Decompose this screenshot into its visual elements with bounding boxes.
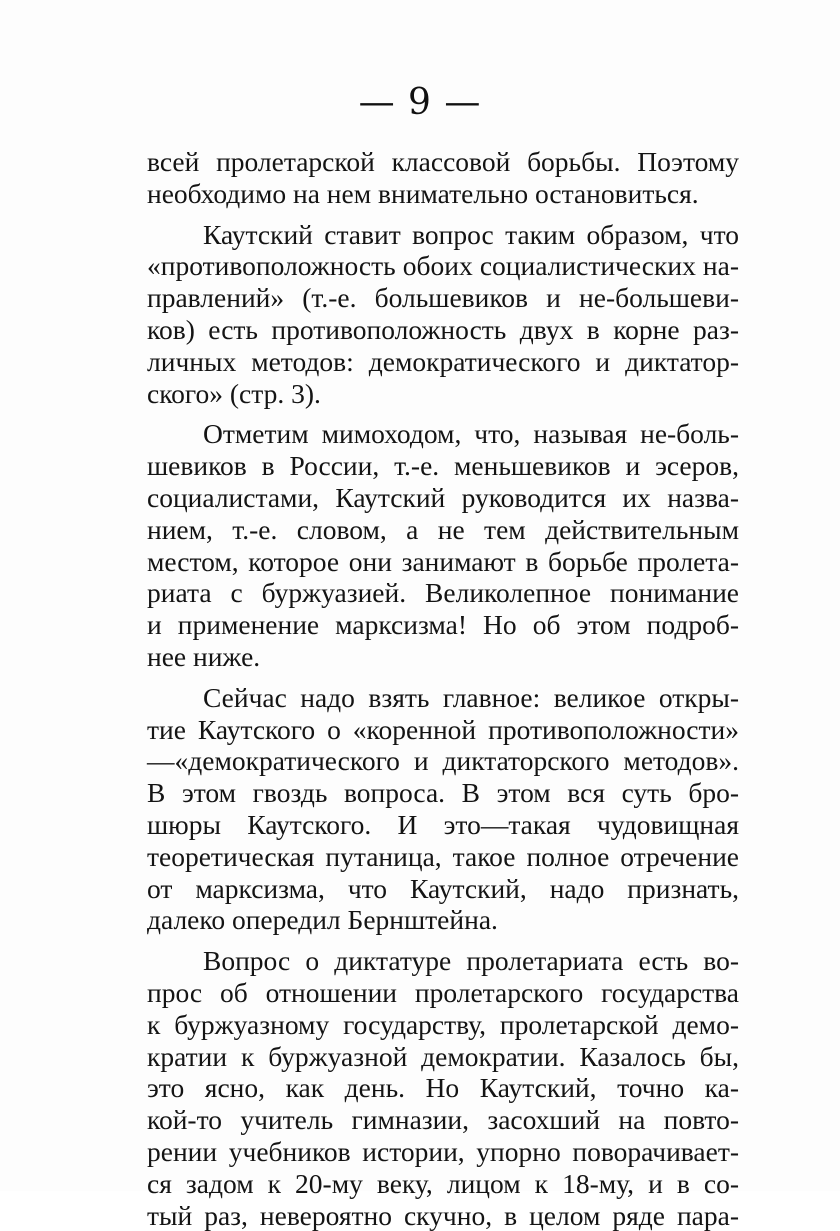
text-line: ков) есть противоположность двух в корне раз- bbox=[147, 314, 739, 346]
text-line: ся задом к 20-му веку, лицом к 18-му, и в со- bbox=[147, 1168, 739, 1200]
text-line: социалистами, Каутский руководится их назва- bbox=[147, 482, 739, 514]
text-line: Вопрос о диктатуре пролетариата есть во- bbox=[147, 945, 739, 977]
text-line: В этом гвоздь вопроса. В этом вся суть бро- bbox=[147, 777, 739, 809]
text-line: Сейчас надо взять главное: великое откры- bbox=[147, 682, 739, 714]
text-line: местом, которое они занимают в борьбе пролета- bbox=[147, 546, 739, 578]
text-line: от марксизма, что Каутский, надо признать, bbox=[147, 873, 739, 905]
text-line: риата с буржуазией. Великолепное понимание bbox=[147, 577, 739, 609]
text-line: далеко опередил Бернштейна. bbox=[147, 904, 739, 936]
text-line: необходимо на нем внимательно остановиться. bbox=[147, 178, 739, 210]
text-line: —«демократического и диктаторского методов». bbox=[147, 745, 739, 777]
text-line: нее ниже. bbox=[147, 641, 739, 673]
text-line: нием, т.-е. словом, а не тем действительным bbox=[147, 514, 739, 546]
text-line: ского» (стр. 3). bbox=[147, 378, 739, 410]
paragraph-1 bbox=[147, 146, 739, 210]
text-line: рении учебников истории, упорно поворачивает- bbox=[147, 1136, 739, 1168]
text-line: к буржуазному государству, пролетарской демо- bbox=[147, 1009, 739, 1041]
text-line: «противоположность обоих социалистических на- bbox=[147, 250, 739, 282]
text-line: личных методов: демократического и диктатор- bbox=[147, 346, 739, 378]
text-line: Каутский ставит вопрос таким образом, что bbox=[147, 219, 739, 251]
text-line: всей пролетарской классовой борьбы. Поэтому bbox=[147, 146, 739, 178]
text-line: тый раз, невероятно скучно, в целом ряде пара- bbox=[147, 1200, 739, 1231]
text-line: и применение марксизма! Но об этом подроб- bbox=[147, 609, 739, 641]
text-line: кой-то учитель гимназии, засохший на повто- bbox=[147, 1104, 739, 1136]
text-line: правлений» (т.-е. большевиков и не-большеви- bbox=[147, 282, 739, 314]
paragraph-5 bbox=[147, 945, 739, 1231]
paragraph-4 bbox=[147, 682, 739, 936]
text-line: Отметим мимоходом, что, называя не-боль- bbox=[147, 418, 739, 450]
text-line: шевиков в России, т.-е. меньшевиков и эсеров, bbox=[147, 450, 739, 482]
body-text bbox=[147, 146, 739, 1231]
paragraph-3 bbox=[147, 418, 739, 672]
text-line: теоретическая путаница, такое полное отречение bbox=[147, 841, 739, 873]
text-line: прос об отношении пролетарского государства bbox=[147, 977, 739, 1009]
paragraph-2 bbox=[147, 219, 739, 410]
text-line: тие Каутского о «коренной противоположности» bbox=[147, 714, 739, 746]
page-number: — 9 — bbox=[0, 82, 840, 123]
text-line: кратии к буржуазной демократии. Казалось бы, bbox=[147, 1041, 739, 1073]
text-line: это ясно, как день. Но Каутский, точно ка- bbox=[147, 1072, 739, 1104]
text-line: шюры Каутского. И это—такая чудовищная bbox=[147, 809, 739, 841]
